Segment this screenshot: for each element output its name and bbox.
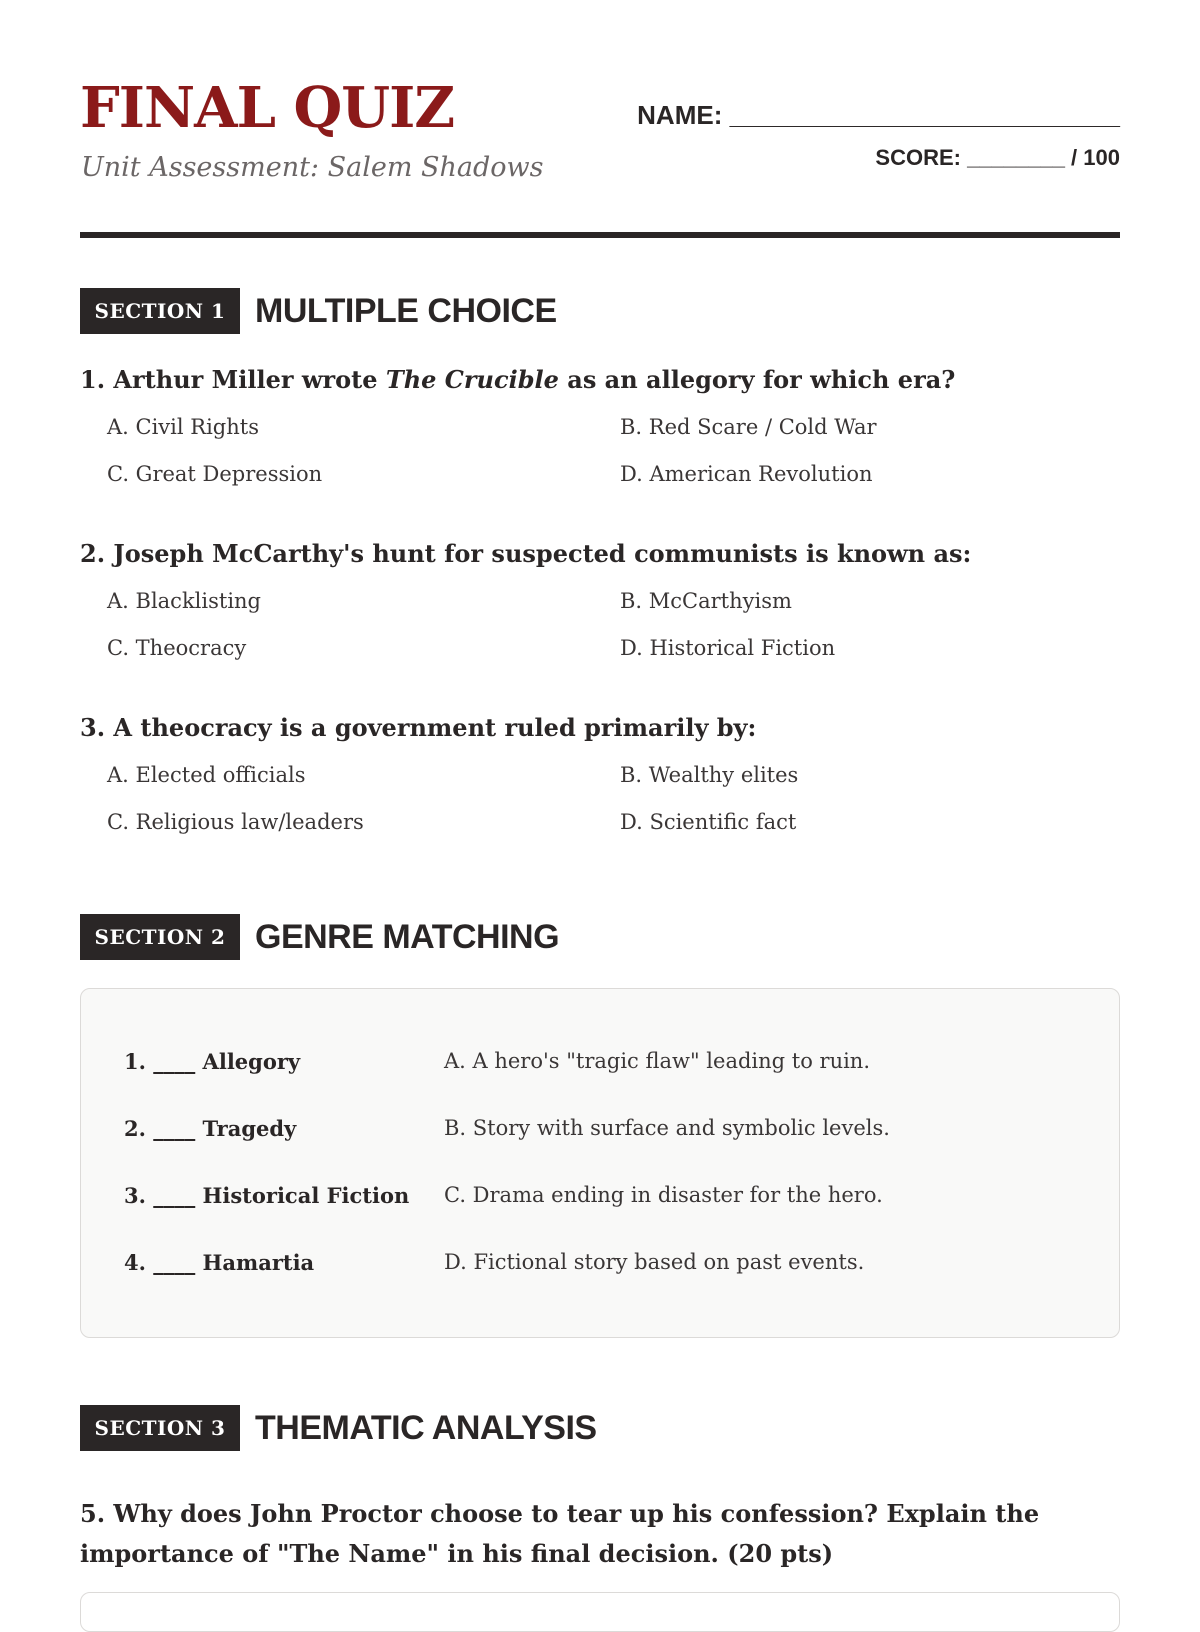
header-divider [80,232,1120,238]
q3-option-b[interactable]: B. Wealthy elites [620,763,799,787]
q2-option-d[interactable]: D. Historical Fiction [620,636,836,660]
match-definition-c: C. Drama ending in disaster for the hero. [444,1183,883,1207]
section-title: THEMATIC ANALYSIS [255,1408,597,1447]
match-definition-b: B. Story with surface and symbolic levels. [444,1116,890,1140]
section-2-header [80,914,559,960]
q1-option-c[interactable]: C. Great Depression [107,462,323,486]
matching-box [80,988,1120,1338]
question-3: 3. A theocracy is a government ruled primarily by: [80,713,757,742]
question-title-italic: The Crucible [385,365,559,394]
question-1 [80,365,955,394]
question-text: 1. Arthur Miller wrote [80,365,386,394]
match-term-2[interactable]: 2. ____ Tragedy [124,1116,297,1141]
section-title: MULTIPLE CHOICE [255,291,557,330]
section-badge: SECTION 1 [80,288,240,334]
match-term-3[interactable]: 3. ____ Historical Fiction [124,1183,410,1208]
section-badge: SECTION 3 [80,1405,240,1451]
q3-option-a[interactable]: A. Elected officials [107,763,306,787]
match-definition-a: A. A hero's "tragic flaw" leading to ruin. [444,1049,871,1073]
section-title: GENRE MATCHING [255,917,560,956]
q3-option-d[interactable]: D. Scientific fact [620,810,797,834]
name-field[interactable]: NAME: ___________________________ [637,100,1120,130]
q1-option-a[interactable]: A. Civil Rights [107,415,259,439]
q3-option-c[interactable]: C. Religious law/leaders [107,810,364,834]
page-title: FINAL QUIZ [80,75,455,141]
question-2: 2. Joseph McCarthy's hunt for suspected communists is known as: [80,539,972,568]
section-badge: SECTION 2 [80,914,240,960]
question-text-end: as an allegory for which era? [558,365,956,394]
essay-answer-box[interactable] [80,1592,1120,1632]
q2-option-b[interactable]: B. McCarthyism [620,589,792,613]
section-1-header [80,288,557,334]
q2-option-a[interactable]: A. Blacklisting [107,589,262,613]
q2-option-c[interactable]: C. Theocracy [107,636,247,660]
section-3-header [80,1405,597,1451]
q1-option-b[interactable]: B. Red Scare / Cold War [620,415,877,439]
score-field: SCORE: ________ / 100 [875,145,1120,170]
essay-question: 5. Why does John Proctor choose to tear up his confession? Explain the importance of "The Name" in his final decision. (20 pts) [80,1499,1040,1568]
match-term-4[interactable]: 4. ____ Hamartia [124,1250,315,1275]
q1-option-d[interactable]: D. American Revolution [620,462,873,486]
match-definition-d: D. Fictional story based on past events. [444,1250,865,1274]
page-subtitle: Unit Assessment: Salem Shadows [81,152,544,183]
match-term-1[interactable]: 1. ____ Allegory [124,1049,301,1074]
